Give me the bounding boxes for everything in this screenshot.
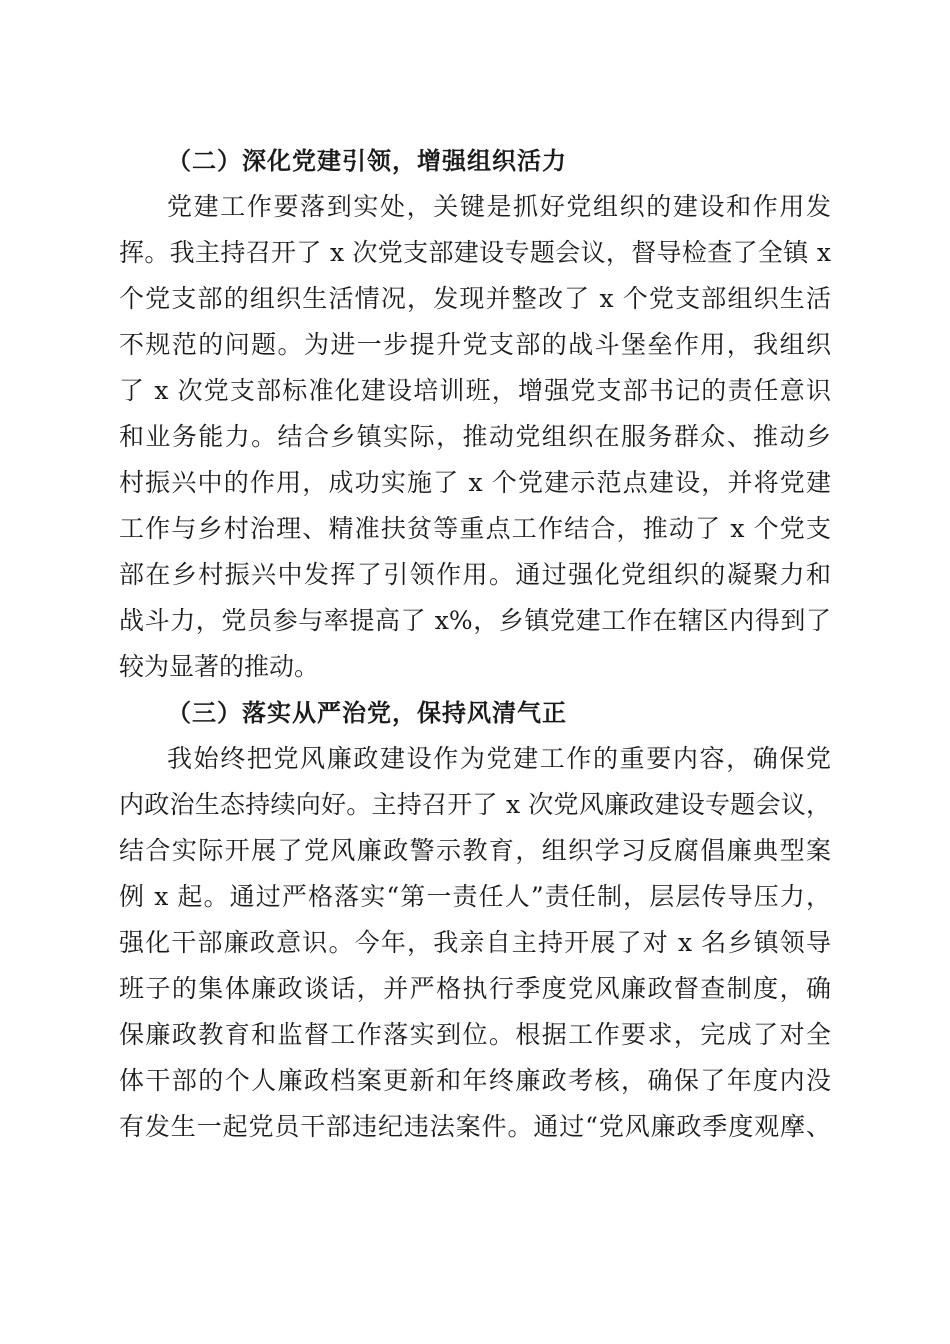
- section-2-line: 个党支部的组织生活情况，发现并整改了 x 个党支部组织生活: [119, 284, 831, 313]
- section-3-line: 例 x 起。通过严格落实“第一责任人”责任制，层层传导压力，: [119, 882, 831, 911]
- section-2-line: 部在乡村振兴中发挥了引领作用。通过强化党组织的凝聚力和: [119, 560, 831, 589]
- section-3-line: 内政治生态持续向好。主持召开了 x 次党风廉政建设专题会议，: [119, 790, 831, 819]
- document-body: [119, 138, 831, 1150]
- section-3-line: 结合实际开展了党风廉政警示教育，组织学习反腐倡廉典型案: [119, 836, 831, 865]
- section-2-line: 工作与乡村治理、精准扶贫等重点工作结合，推动了 x 个党支: [119, 514, 831, 543]
- section-3-line: 保廉政教育和监督工作落实到位。根据工作要求，完成了对全: [119, 1020, 831, 1049]
- section-2-line: 挥。我主持召开了 x 次党支部建设专题会议，督导检查了全镇 x: [119, 238, 831, 267]
- section-2-line: 不规范的问题。为进一步提升党支部的战斗堡垒作用，我组织: [119, 330, 831, 359]
- section-3-line: 体干部的个人廉政档案更新和年终廉政考核，确保了年度内没: [119, 1066, 831, 1095]
- section-2-heading: （二）深化党建引领，增强组织活力: [167, 147, 567, 175]
- section-3-line: 强化干部廉政意识。今年，我亲自主持开展了对 x 名乡镇领导: [119, 928, 831, 957]
- section-3-line: 有发生一起党员干部违纪违法案件。通过“党风廉政季度观摩、: [119, 1112, 831, 1141]
- section-2-line: 较为显著的推动。: [119, 652, 320, 681]
- section-3-heading: （三）落实从严治党，保持风清气正: [167, 699, 567, 727]
- section-3-line: 班子的集体廉政谈话，并严格执行季度党风廉政督查制度，确: [119, 974, 831, 1003]
- section-2-line: 党建工作要落到实处，关键是抓好党组织的建设和作用发: [167, 192, 831, 221]
- section-2-line: 村振兴中的作用，成功实施了 x 个党建示范点建设，并将党建: [119, 468, 831, 497]
- section-2-line: 战斗力，党员参与率提高了 x%，乡镇党建工作在辖区内得到了: [119, 606, 831, 635]
- section-2-line: 和业务能力。结合乡镇实际，推动党组织在服务群众、推动乡: [119, 422, 831, 451]
- section-3-line: 我始终把党风廉政建设作为党建工作的重要内容，确保党: [167, 744, 831, 773]
- section-2-line: 了 x 次党支部标准化建设培训班，增强党支部书记的责任意识: [119, 376, 831, 405]
